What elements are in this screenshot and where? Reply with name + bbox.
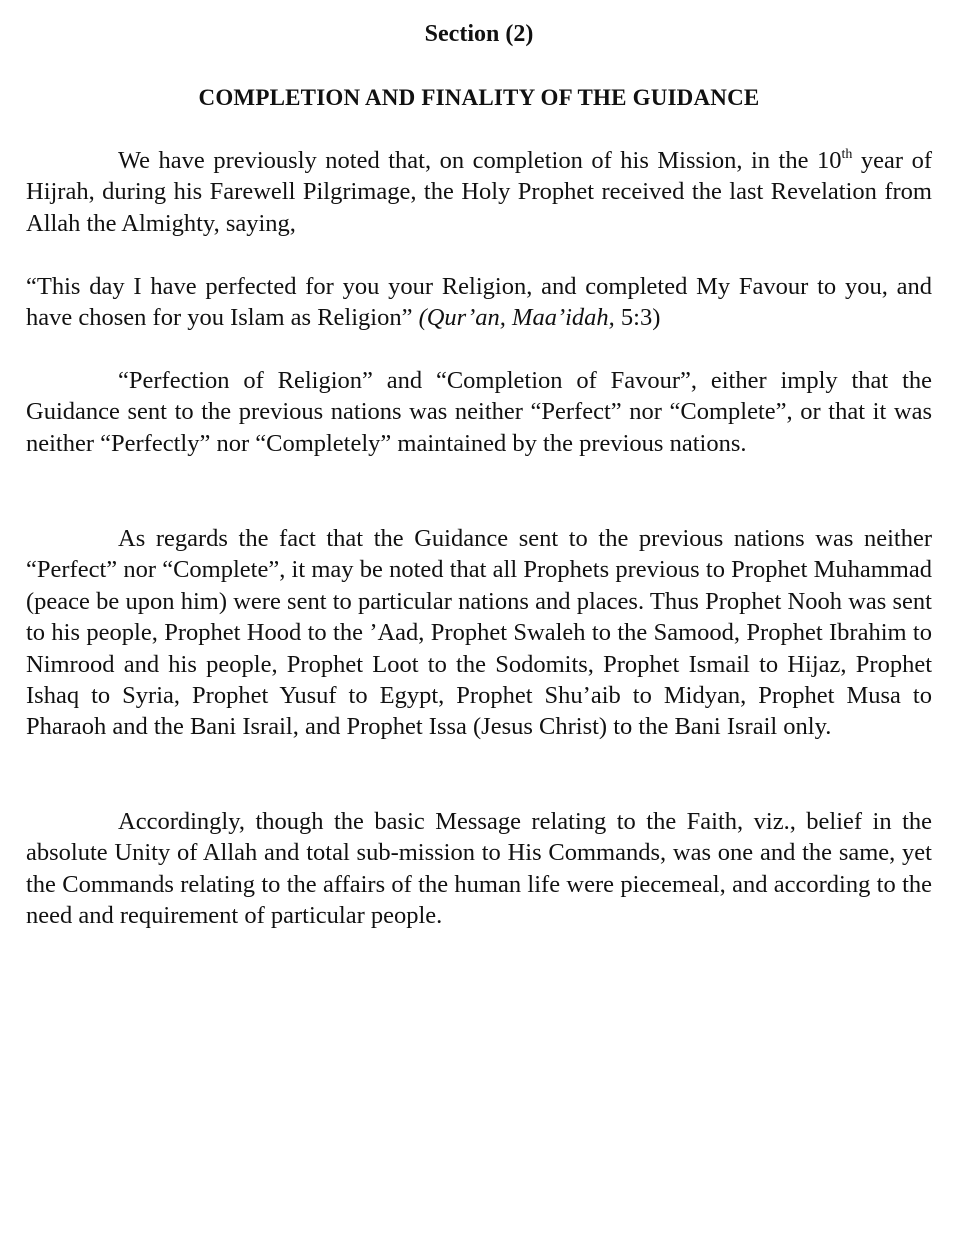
paragraph-prophets: As regards the fact that the Guidance sent to the previous nations was neither “Perfect” nor “Complete”, it may be noted that all Prophets previous to Prophet Muhammad (peace be upon him) were sent to particular nations and places. Thus Prophet Nooh was sent to his people, Prophet Hood to the ’Aad, Prophet Swaleh to the Samood, Prophet Ibrahim to Nimrood and his people, Prophet Loot to the Sodomits, Prophet Ismail to Hijaz, Prophet Ishaq to Syria, Prophet Yusuf to Egypt, Prophet Shu’aib to Midyan, Prophet Musa to Pharaoh and the Bani Israil, and Prophet Issa (Jesus Christ) to the Bani Israil only. [26, 525, 932, 741]
chapter-heading: COMPLETION AND FINALITY OF THE GUIDANCE [198, 85, 760, 110]
paragraph-intro-text-cont: year of Hijrah, during his Farewell Pilgrimage, the Holy Prophet received the last Revelation from Allah the Almighty, saying, [26, 147, 932, 237]
paragraph-intro-text: We have previously noted that, on completion of his Mission, in the 10 [118, 147, 842, 174]
paragraph-perfection: “Perfection of Religion” and “Completion of Favour”, either imply that the Guidance sent to the previous nations was neither “Perfect” nor “Complete”, or that it was neither “Perfectly” nor “Completely” maintained by the previous nations. [26, 367, 932, 457]
paragraph-accordingly: Accordingly, though the basic Message relating to the Faith, viz., belief in the absolute Unity of Allah and total sub-mission to His Commands, was one and the same, yet the Commands relating to the affairs of the human life were piecemeal, and according to the need and requirement of particular people. [26, 808, 932, 930]
quote-citation: (Qur’an, Maa’idah, [418, 304, 615, 332]
quote-text: “This day I have perfected for you your Religion, and completed My Favour to you, and have chosen for you Islam as Religion” [26, 273, 932, 332]
paragraph-intro [26, 145, 932, 239]
quran-quote [26, 271, 932, 334]
section-heading: Section (2) [424, 21, 534, 47]
ordinal-suffix: th [841, 147, 853, 162]
quote-reference: 5:3) [614, 304, 661, 332]
